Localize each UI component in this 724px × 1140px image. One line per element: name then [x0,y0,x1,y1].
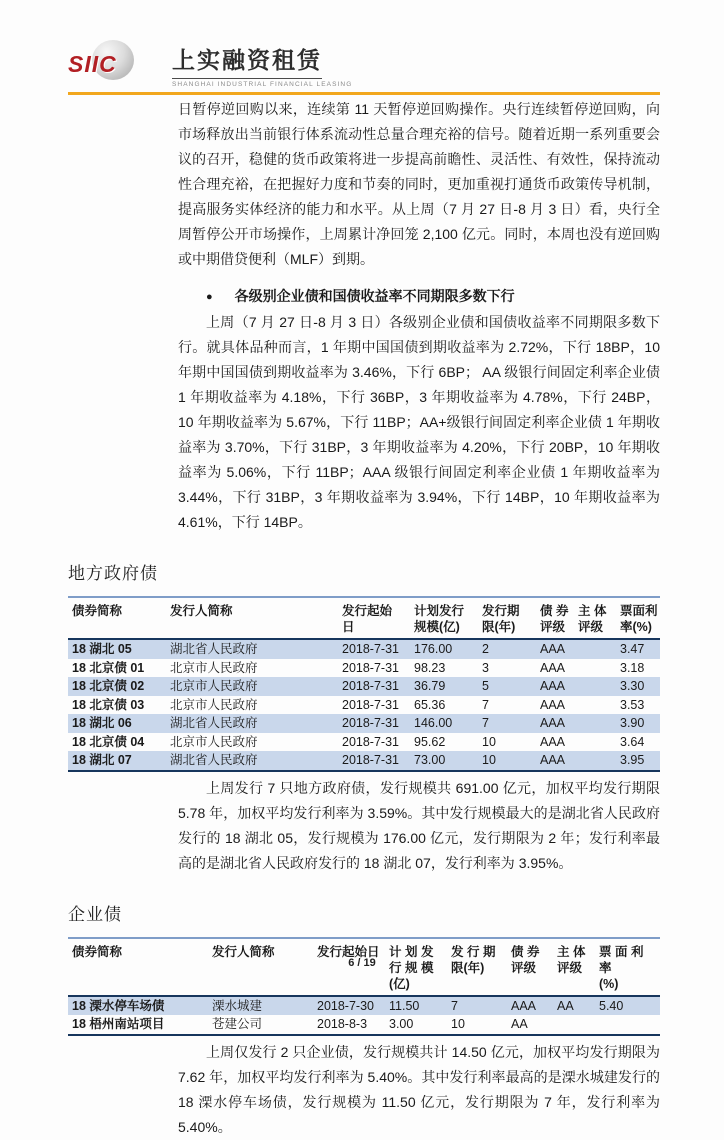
cell-issuer: 苍建公司 [212,1017,263,1031]
cell-coupon: 3.53 [620,697,645,712]
col-tenor: 发 行 期 限(年) [447,938,507,996]
cell-tenor: 10 [482,753,496,767]
cell-coupon: 3.64 [620,734,645,749]
cell-bond-rating: AAA [540,679,566,693]
cell-bond-rating: AAA [540,642,566,656]
cell-issuer: 北京市人民政府 [170,697,258,712]
cell-coupon: 3.90 [620,716,645,730]
cell-planned-size: 95.62 [414,734,446,749]
cell-planned-size: 65.36 [414,697,446,712]
cell-planned-size: 3.00 [389,1017,414,1031]
cell-planned-size: 98.23 [414,660,446,675]
col-coupon: 票 面 利 率 (%) [595,938,660,996]
cell-planned-size: 146.00 [414,716,453,730]
paragraph-yields: 上周（7 月 27 日-8 月 3 日）各级别企业债和国债收益率不同期限多数下行。就具体品种而言，1 年期中国国债到期收益率为 2.72%，下行 18BP，10 年期中国国债到期收益率为 3.46%，下行 6BP； AA 级银行间固定利率企业债 1 年期收益率为 4.18%，下行 36BP，3 年期收益率为 4.78%，下行 24BP，10 年期收益率为 5.67%，下行 11BP；AA+级银行间固定利率企业债 1 年期收益率为 3.70%，下行 31BP，3 年期收益率为 4.20%，下行 20BP，10 年期收益率为 5.06%，下行 11BP；AAA 级银行间固定利率企业债 1 年期收益率为 3.44%，下行 31BP，3 年期收益率为 3.94%，下行 14BP，10 年期收益率为 4.61%，下行 14BP。 [178,314,660,530]
cell-tenor: 3 [482,660,489,675]
page-number: 6 / 19 [348,957,376,969]
siic-logo-mark [68,38,172,86]
cell-tenor: 2 [482,642,489,656]
col-planned-size: 计 划 发 行 规 模 (亿) [385,938,447,996]
section-title-local-gov-bonds: 地方政府债 [68,564,158,583]
col-issue-date: 发行起始日 [313,938,385,996]
col-bond-name: 债券简称 [68,938,208,996]
cell-bond-name: 18 梧州南站项目 [72,1017,165,1031]
cell-coupon: 3.95 [620,753,645,767]
cell-issue-date: 2018-7-31 [342,753,399,767]
cell-issue-date: 2018-8-3 [317,1017,368,1031]
cell-tenor: 5 [482,679,489,693]
cell-issue-date: 2018-7-31 [342,697,399,712]
cell-issuer: 北京市人民政府 [170,660,258,675]
cell-tenor: 7 [451,998,458,1013]
cell-tenor: 10 [451,1017,465,1031]
col-bond-rating: 债 券 评级 [507,938,553,996]
cell-coupon [595,1015,660,1035]
cell-issuer-rating: AA [557,998,574,1013]
cell-issue-date: 2018-7-31 [342,716,399,730]
col-issue-date: 发行起始 日 [338,597,410,639]
cell-bond-rating: AAA [540,697,566,712]
col-bond-name: 债券简称 [68,597,166,639]
cell-tenor: 10 [482,734,496,749]
cell-issuer: 溧水城建 [212,998,263,1013]
bullet-heading [206,285,660,308]
cell-coupon: 5.40 [599,998,624,1013]
paragraph-policy: 日暂停逆回购以来，连续第 11 天暂停逆回购操作。央行连续暂停逆回购，向市场释放出当前银行体系流动性总量合理充裕的信号。随着近期一系列重要会议的召开，稳健的货币政策将进一步提高前瞻性、灵活性、有效性，保持流动性合理充裕，在把握好力度和节奏的同时，更加重视打通货币政策传导机制，提高服务实体经济的能力和水平。从上周（7 月 27 日-8 月 3 日）看，央行全周暂停公开市场操作，上周累计净回笼 2,100 亿元。同时，本周也没有逆回购或中期借贷便利（MLF）到期。 [178,101,660,267]
col-planned-size: 计划发行 规模(亿) [410,597,478,639]
local-gov-summary: 上周发行 7 只地方政府债，发行规模共 691.00 亿元，加权平均发行期限 5.78 年，加权平均发行利率为 3.59%。其中发行规模最大的是湖北省人民政府发行的 18 湖北 05，发行规模为 176.00 亿元，发行期限为 2 年；发行利率最高的是湖北省人民政府发行的 18 湖北 07，发行利率为 3.95%。 [178,779,660,871]
cell-bond-rating: AAA [540,716,566,730]
col-issuer: 发行人简称 [166,597,338,639]
cell-planned-size: 73.00 [414,753,446,767]
siic-wordmark: SIIC [68,51,117,77]
cell-issuer: 湖北省人民政府 [170,642,258,656]
col-tenor: 发行期 限(年) [478,597,536,639]
cell-bond-rating: AA [511,1017,528,1031]
logo-text [172,38,352,88]
cell-tenor: 7 [482,697,489,712]
table-row [68,677,660,696]
company-name-en: SHANGHAI INDUSTRIAL FINANCIAL LEASING [172,81,353,88]
section-title-corporate-bonds: 企业债 [68,904,122,924]
cell-bond-name: 18 北京债 02 [72,679,145,693]
cell-coupon: 3.47 [620,642,645,656]
cell-issuer: 北京市人民政府 [170,679,258,693]
col-issuer-rating: 主 体 评级 [574,597,616,639]
table-row [68,714,660,733]
corporate-bond-table [68,937,660,1036]
table-row [68,1015,660,1035]
cell-issuer-rating [574,751,616,771]
col-issuer: 发行人简称 [208,938,313,996]
table-header-row [68,597,660,639]
cell-issue-date: 2018-7-31 [342,734,399,749]
col-issuer-rating: 主 体 评级 [553,938,595,996]
cell-planned-size: 11.50 [389,998,420,1013]
cell-issue-date: 2018-7-31 [342,642,399,656]
cell-issuer-rating [574,639,616,659]
cell-bond-name: 18 北京债 04 [72,734,145,749]
cell-bond-name: 18 湖北 05 [72,642,132,656]
local-gov-bond-table [68,596,660,772]
cell-planned-size: 176.00 [414,642,453,656]
cell-bond-rating: AAA [540,660,566,675]
bullet-heading-text: 各级别企业债和国债收益率不同期限多数下行 [234,288,515,304]
cell-issuer: 湖北省人民政府 [170,716,258,730]
table-row [68,751,660,771]
cell-issuer-rating [553,1015,595,1035]
cell-issuer: 北京市人民政府 [170,734,258,749]
cell-bond-name: 18 湖北 06 [72,716,132,730]
cell-bond-name: 18 溧水停车场债 [72,998,165,1013]
cell-issuer-rating [574,659,616,678]
cell-coupon: 3.30 [620,679,645,693]
cell-bond-rating: AAA [511,998,537,1013]
cell-bond-rating: AAA [540,734,566,749]
cell-issuer-rating [574,677,616,696]
cell-bond-name: 18 北京债 03 [72,697,145,712]
cell-issuer: 湖北省人民政府 [170,753,258,767]
cell-planned-size: 36.79 [414,679,446,693]
corporate-summary: 上周仅发行 2 只企业债，发行规模共计 14.50 亿元，加权平均发行期限为 7.62 年，加权平均发行利率为 5.40%。其中发行利率最高的是溧水城建发行的 18 溧水停车场债，发行规模为 11.50 亿元，发行期限为 7 年，发行利率为 5.40%。 [178,1043,660,1135]
table-row [68,733,660,752]
col-bond-rating: 债 券 评级 [536,597,574,639]
header-divider [68,92,660,95]
cell-coupon: 3.18 [620,660,645,675]
cell-issuer-rating [574,733,616,752]
bullet-icon: ● [206,291,213,303]
cell-bond-rating: AAA [540,753,566,767]
table-row [68,996,660,1016]
cell-issue-date: 2018-7-31 [342,660,399,675]
table-row [68,639,660,659]
company-name-cn: 上实融资租赁 [172,42,322,79]
cell-issuer-rating [574,696,616,715]
cell-tenor: 7 [482,716,489,730]
cell-bond-name: 18 北京债 01 [72,660,145,675]
col-coupon: 票面利 率(%) [616,597,660,639]
cell-issue-date: 2018-7-31 [342,679,399,693]
table-row [68,696,660,715]
cell-issuer-rating [574,714,616,733]
company-logo [68,38,660,90]
cell-bond-name: 18 湖北 07 [72,753,132,767]
table-row [68,659,660,678]
cell-issue-date: 2018-7-30 [317,998,374,1013]
